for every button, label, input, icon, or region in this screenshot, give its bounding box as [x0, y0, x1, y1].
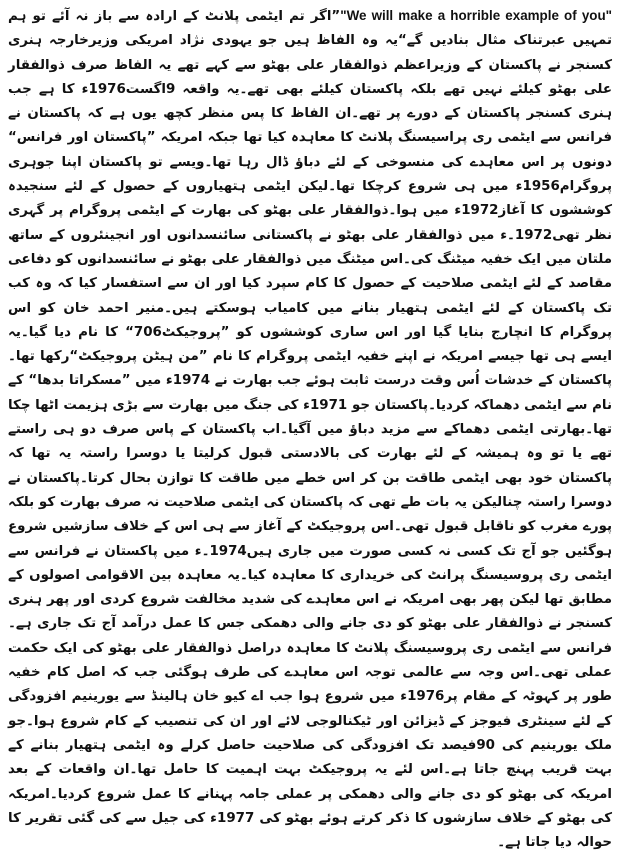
article-body [8, 4, 612, 855]
article-text: ”اگر تم ایٹمی پلانٹ کے ارادہ سے باز نہ آئے تو ہم تمہیں عبرتناک مثال بنادیں گے“یہ وہ الفاظ ہیں جو یہودی نژاد امریکی وزیرخارجہ ہنری کسنجر نے پاکستان کے وزیراعظم ذوالفقار علی بھٹو سے کہے تھے یہ الفاظ صرف ذوالفقار علی بھٹو کیلئے نہیں تھے بلکہ پاکستان کیلئے بھی تھے۔یہ واقعہ 9اگست1976ء کا ہے جب ہنری کسنجر پاکستان کے دورے پر تھے۔ان الفاظ کا پس منظر کچھ یوں ہے کہ پاکستان نے فرانس سے ایٹمی ری پراسیسنگ پلانٹ کا معاہدہ کیا تھا جبکہ امریکہ ”پاکستان اور فرانس“ دونوں پر اس معاہدے کی منسوخی کے لئے دباؤ ڈال رہا تھا۔ویسے تو پاکستان اپنا جوہری پروگرام1956ء میں ہی شروع کرچکا تھا۔لیکن ایٹمی ہتھیاروں کے حصول کے لئے سنجیدہ کوششوں کا آغاز1972ء میں ہوا۔ذوالفقار علی بھٹو کی بھارت کے ایٹمی پروگرام پر گہری نظر تھی1972۔ء میں ذوالفقار علی بھٹو نے پاکستانی سائنسدانوں اور انجینئروں کے ساتھ ملتان میں ایک خفیہ میٹنگ کی۔اس میٹنگ میں ذوالفقار علی بھٹو نے سائنسدانوں کو دفاعی مقاصد کے لئے ایٹمی صلاحیت کے حصول کا کام سپرد کیا اور ان سے استفسار کیا کہ وہ کب تک پاکستان کے لئے ایٹمی ہتھیار بنانے میں کامیاب ہوسکتے ہیں۔منیر احمد خان کو اس پروگرام کا انچارج بنایا گیا اور اس ساری کوششوں کو ”پروجیکٹ706“ کا نام دیا گیا۔یہ ایسے ہی تھا جیسے امریکہ نے اپنے خفیہ ایٹمی پروگرام کا نام ”من ہیٹن پروجیکٹ“رکھا تھا۔پاکستان کے خدشات اُس وقت درست ثابت ہوئے جب بھارت نے 1974ء میں ”مسکراتا بدھا“ کے نام سے ایٹمی دھماکہ کردیا۔پاکستان جو 1971ء کی جنگ میں بھارت سے بڑی ہزیمت اٹھا چکا تھا۔بھارتی ایٹمی دھماکے سے مزید دباؤ میں آگیا۔اب پاکستان کے پاس صرف دو ہی راستے تھے یا تو وہ ہمیشہ کے لئے بھارت کی بالادستی قبول کرلیتا یا دوسرا راستہ یہ تھا کہ پاکستان خود بھی ایٹمی طاقت بن کر اس خطے میں طاقت کا توازن بحال کرتا۔پاکستان نے دوسرا راستہ چنالیکن یہ بات طے تھی کہ پاکستان کی ایٹمی صلاحیت نہ صرف بھارت کو بلکہ پورے مغرب کو ناقابل قبول تھی۔اس پروجیکٹ کے آغاز سے ہی اس کے خلاف سازشیں شروع ہوگئیں جو آج تک کسی نہ کسی صورت میں جاری ہیں1974۔ء میں پاکستان نے فرانس سے ایٹمی ری پروسیسنگ پرانٹ کی خریداری کا معاہدہ کیا۔یہ معاہدہ بین الاقوامی اصولوں کے مطابق تھا لیکن پھر بھی امریکہ نے اس معاہدے کی شدید مخالفت شروع کردی اور پھر ہنری کسنجر نے ذوالفقار علی بھٹو کو دی جانے والی دھمکی جس کا عمل درآمد آج تک جاری ہے۔فرانس سے ایٹمی ری پروسیسنگ پلانٹ کا معاہدہ دراصل ذوالفقار علی بھٹو کی ایک حکمت عملی تھی۔اس وجہ سے عالمی توجہ اس معاہدے کی طرف ہوگئی جب کہ اصل کام خفیہ طور پر کہوٹہ کے مقام پر1976ء میں شروع ہوا جب اے کیو خان ہالینڈ سے یورینیم افزودگی کے لئے سینٹری فیوجز کے ڈیزائن اور ٹیکنالوجی لائے اور ان کی تنصیب کے کام شروع ہوا۔جو ملک یورینیم کی 90فیصد تک افزودگی کی صلاحیت حاصل کرلے وہ ایٹمی ہتھیار بنانے کے بہت قریب پہنچ جاتا ہے۔اس لئے یہ پروجیکٹ بہت اہمیت کا حامل تھا۔ان واقعات کے بعد امریکہ کی بھٹو کو دی جانے والی دھمکی پر عملی جامہ پہنانے کا عمل شروع کردیا۔امریکہ کی بھٹو کے خلاف سازشوں کا ذکر کرتے ہوئے بھٹو کی 1977ء کی جیل سے کی گئی تقریر کا حوالہ دیا جاتا ہے۔ [8, 9, 613, 851]
article-paragraph [8, 4, 612, 855]
english-quote: "We will make a horrible example of you" [340, 8, 612, 23]
article-page [8, 4, 613, 851]
